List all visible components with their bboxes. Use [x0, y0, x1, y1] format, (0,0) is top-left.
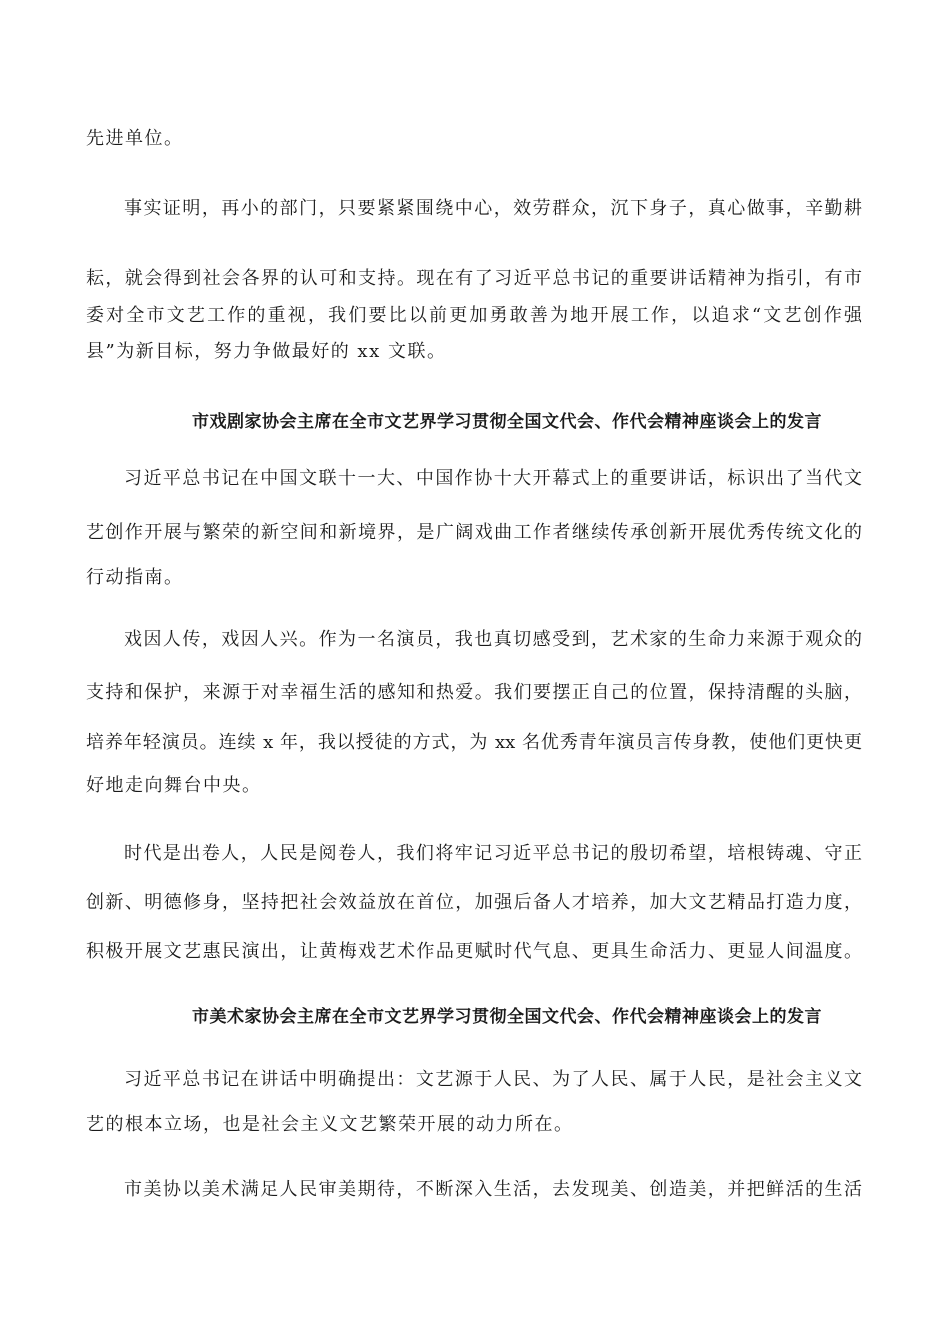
- section-heading: 市戏剧家协会主席在全市文艺界学习贯彻全国文代会、作代会精神座谈会上的发言: [192, 412, 822, 432]
- paragraph-line: 艺的根本立场，也是社会主义文艺繁荣开展的动力所在。: [86, 1114, 574, 1135]
- paragraph-line: 先进单位。: [86, 128, 184, 149]
- paragraph-line: 习近平总书记在中国文联十一大、中国作协十大开幕式上的重要讲话，标识出了当代文: [124, 468, 862, 489]
- paragraph-line: 艺创作开展与繁荣的新空间和新境界，是广阔戏曲工作者继续传承创新开展优秀传统文化的: [86, 522, 862, 543]
- paragraph-line: 积极开展文艺惠民演出，让黄梅戏艺术作品更赋时代气息、更具生命活力、更显人间温度。: [86, 941, 862, 962]
- paragraph-line: 市美协以美术满足人民审美期待，不断深入生活，去发现美、创造美，并把鲜活的生活: [124, 1179, 862, 1200]
- paragraph-line: 事实证明，再小的部门，只要紧紧围绕中心，效劳群众，沉下身子，真心做事，辛勤耕: [124, 198, 862, 219]
- paragraph-line: 行动指南。: [86, 567, 184, 588]
- paragraph-line: 支持和保护，来源于对幸福生活的感知和热爱。我们要摆正自己的位置，保持清醒的头脑，: [86, 682, 862, 703]
- paragraph-line: 好地走向舞台中央。: [86, 775, 262, 796]
- paragraph-line: 戏因人传，戏因人兴。作为一名演员，我也真切感受到，艺术家的生命力来源于观众的: [124, 629, 862, 650]
- paragraph-line: 耘，就会得到社会各界的认可和支持。现在有了习近平总书记的重要讲话精神为指引，有市: [86, 268, 862, 289]
- paragraph-line: 创新、明德修身，坚持把社会效益放在首位，加强后备人才培养，加大文艺精品打造力度，: [86, 892, 862, 913]
- section-heading: 市美术家协会主席在全市文艺界学习贯彻全国文代会、作代会精神座谈会上的发言: [192, 1007, 822, 1027]
- paragraph-line: 习近平总书记在讲话中明确提出：文艺源于人民、为了人民、属于人民，是社会主义文: [124, 1069, 862, 1090]
- paragraph-line: 时代是出卷人，人民是阅卷人，我们将牢记习近平总书记的殷切希望，培根铸魂、守正: [124, 843, 862, 864]
- paragraph-line: 县”为新目标，努力争做最好的 xx 文联。: [86, 341, 447, 362]
- paragraph-line: 委对全市文艺工作的重视，我们要比以前更加勇敢善为地开展工作，以追求“文艺创作强: [86, 305, 862, 326]
- paragraph-line: 培养年轻演员。连续 x 年，我以授徒的方式，为 xx 名优秀青年演员言传身教，使他们更快更: [86, 732, 862, 753]
